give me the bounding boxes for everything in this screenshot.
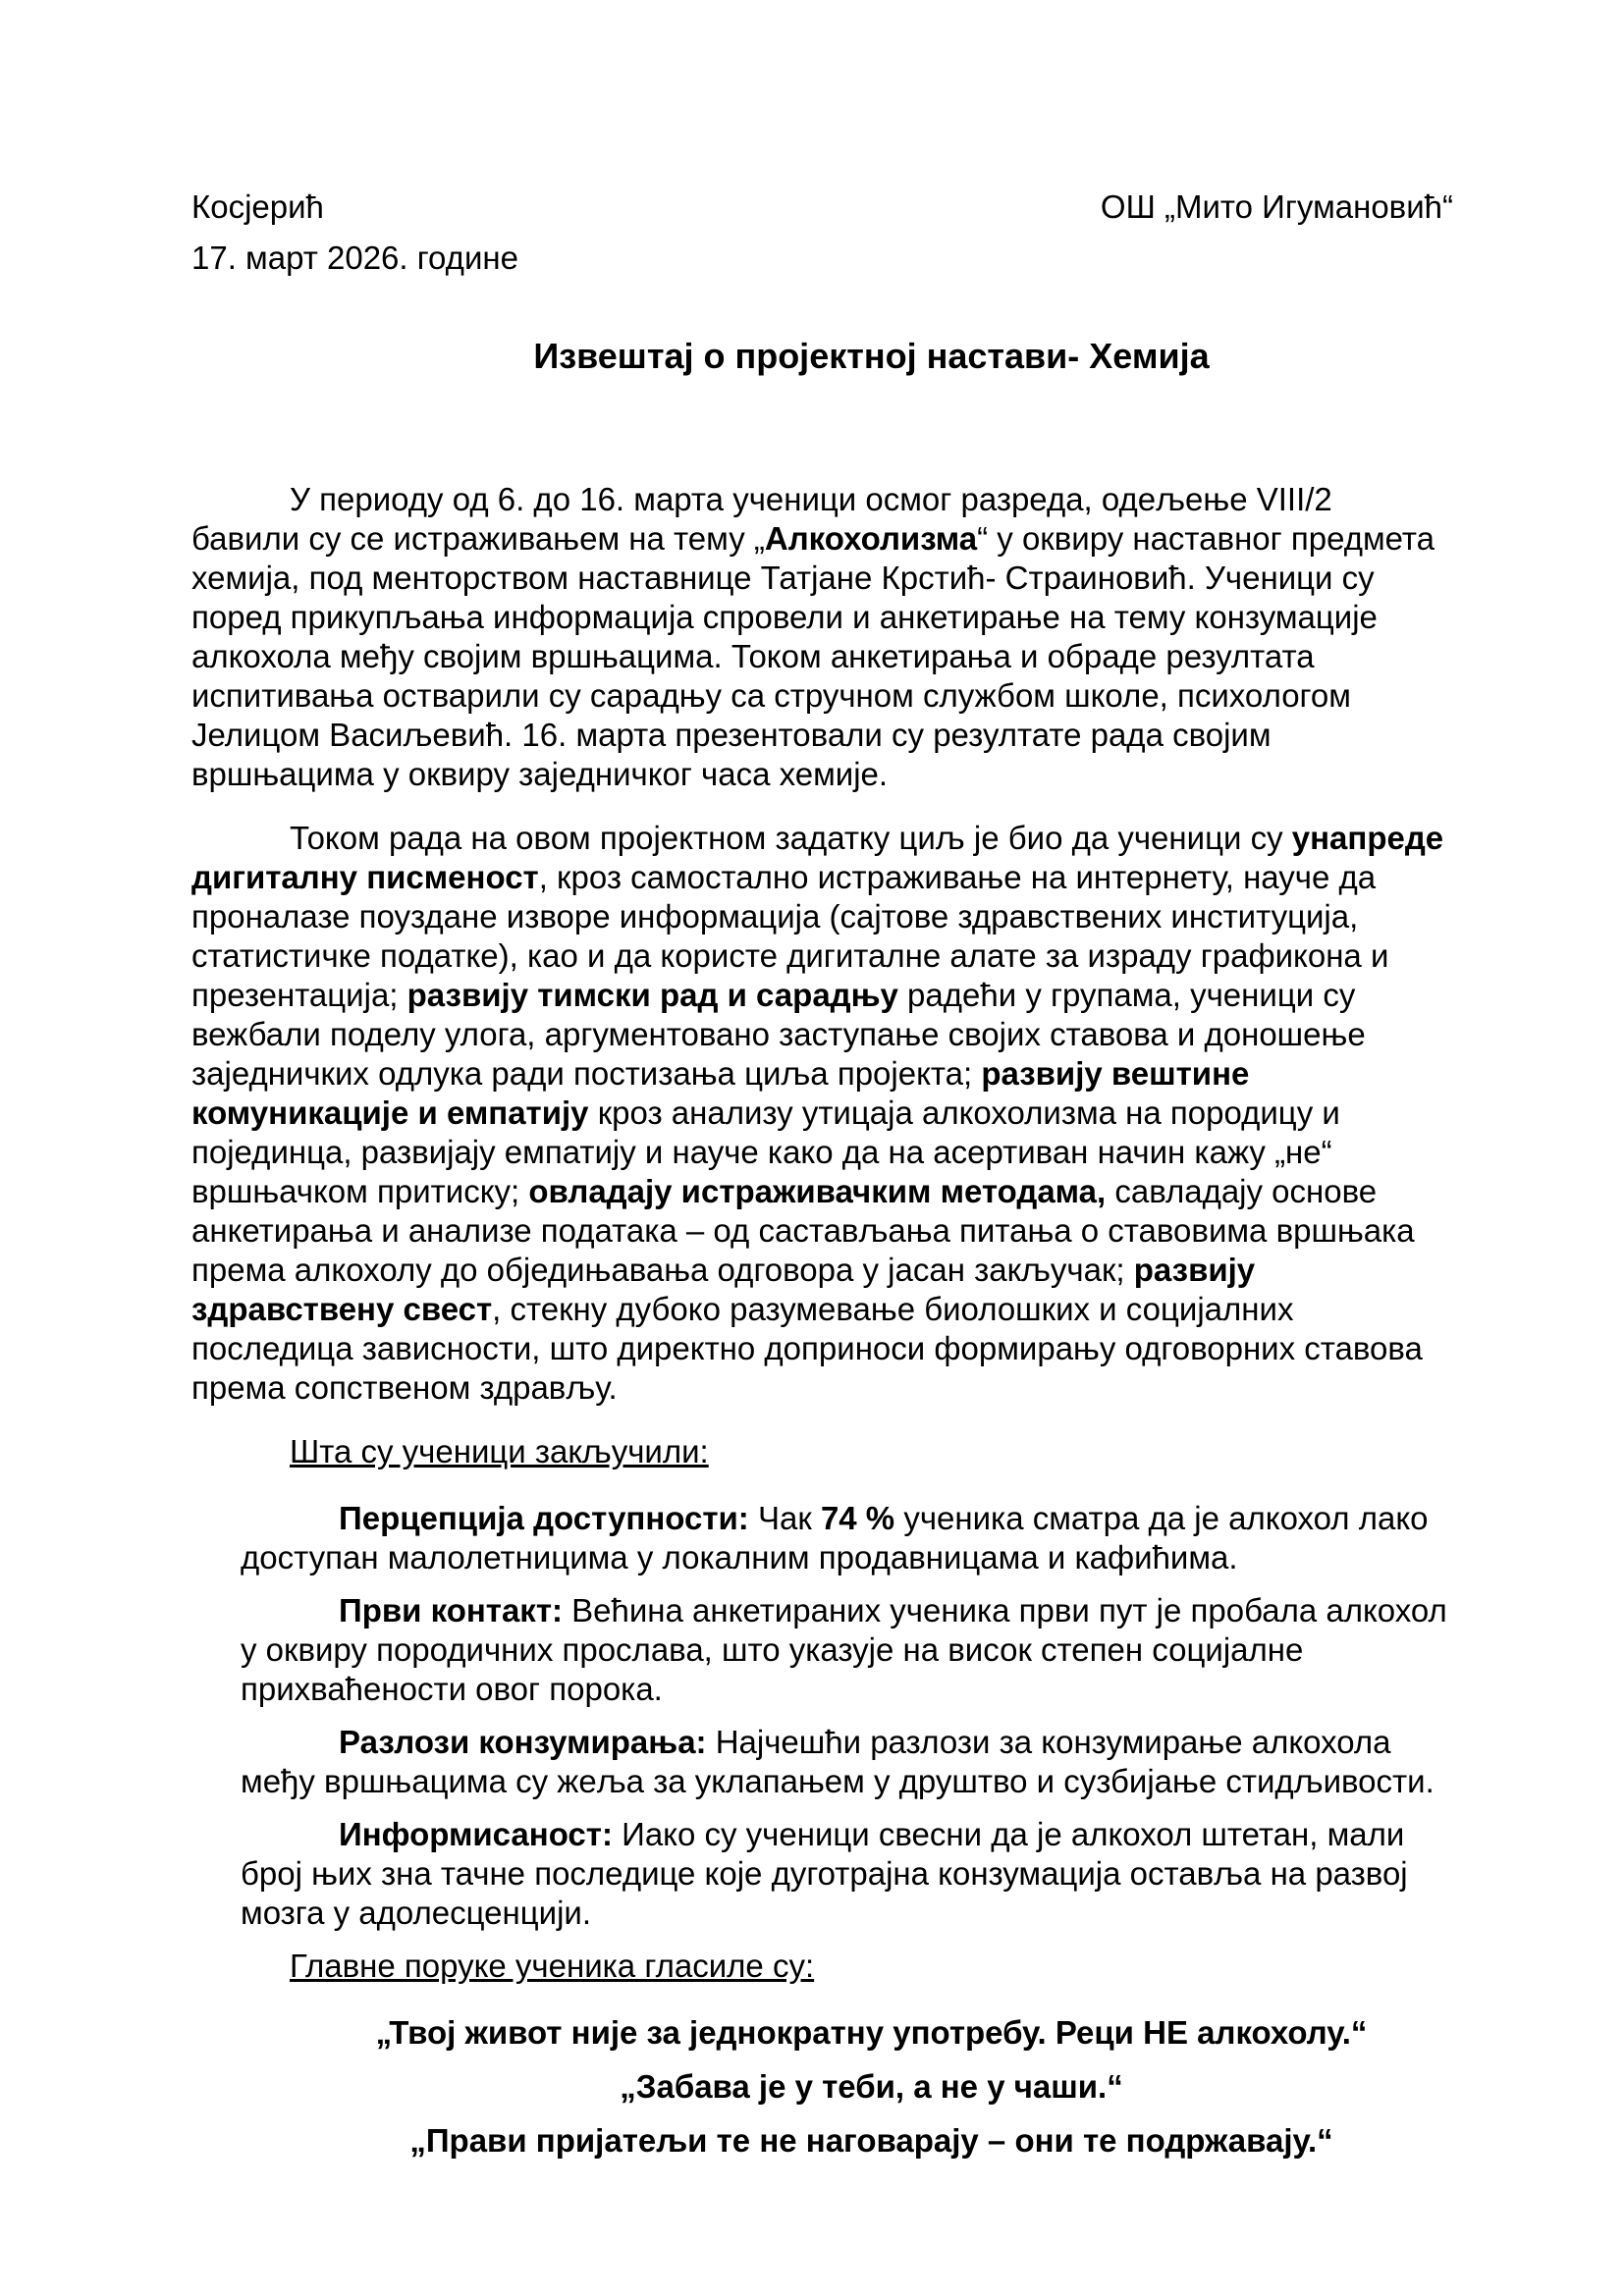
conclusion-availability-perception <box>241 1499 1453 1577</box>
text-run: 74 % <box>820 1500 895 1536</box>
document-header <box>191 182 1453 233</box>
text-run: , стекну дубоко разумевање биолошких и социјалних последица зависности, што директно доприноси формирању одговорних ставова према сопственом здрављу. <box>191 1291 1433 1406</box>
text-run: Разлози конзумирања: <box>339 1724 707 1760</box>
text-run: Већина анкетираних ученика први пут је пробала алкохол у оквиру породичних прослава, што указује на висок степен социјалне прихваћености овог порока. <box>241 1592 1456 1707</box>
student-message-2: „Забава је у теби, а не у чаши.“ <box>620 2068 1123 2105</box>
text-run: унапреде дигиталну писменост <box>191 820 1453 895</box>
text-run: Током рада на овом пројектном задатку циљ је био да ученици су <box>290 820 1292 856</box>
document-content <box>191 182 1456 2175</box>
text-run: ученика сматра да је алкохол лако доступан малолетницима у локалним продавницама и кафићима. <box>241 1500 1437 1575</box>
student-message-1: „Твој живот није за једнократну употребу. Реци НЕ алкохолу.“ <box>375 2014 1368 2051</box>
text-run: савладају основе анкетирања и анализе података – од састављања питања о ставовима вршњака према алкохолу до обједињавања одговора у јасан закључак; <box>191 1173 1424 1288</box>
student-message-3: „Прави пријатељи те не наговарају – они те подржавају.“ <box>409 2122 1333 2159</box>
conclusion-awareness <box>241 1815 1453 1933</box>
text-run: Иако су ученици свесни да је алкохол штетан, мали број њих зна тачне последице које дуготрајна конзумација оставља на развој мозга у адолесценцији. <box>241 1816 1417 1931</box>
text-run: Алкохолизма <box>764 520 978 557</box>
text-run: развију здравствену свест <box>191 1252 1265 1327</box>
header-place: Косјерић <box>191 188 324 225</box>
text-run: Најчешћи разлози за конзумирање алкохола међу вршњацима су жеља за уклапањем у друштво и сузбијање стидљивости. <box>241 1724 1435 1799</box>
text-run: У периоду од 6. до 16. марта ученици осмог разреда, одељење VIII/2 бавили су се истраживањем на тему „ <box>191 481 1351 557</box>
document-header-date-row <box>191 233 1453 284</box>
header-school: ОШ „Мито Игумановић“ <box>1100 188 1453 225</box>
document-title: Извештај о пројектној настави- Хемија <box>533 336 1210 376</box>
text-run: овладају истраживачким методама, <box>528 1173 1107 1209</box>
text-run: “ у оквиру наставног предмета хемија, под менторством наставнице Татјане Крстић- Страиновић. Ученици су поред прикупљања информација спровели и анкетирање на тему конзумације алкохола међу својим вршњацима. Током анкетирања и обраде резултата испитивања остварили су сарадњу са стручном службом школе, психологом Јелицом Васиљевић. 16. марта презентовали су резултате рада својим вршњацима у оквиру заједничког часа хемије. <box>191 520 1444 792</box>
intro-paragraph-2 <box>191 819 1453 1408</box>
header-date: 17. март 2026. године <box>191 240 518 276</box>
text-run: развију вештине комуникације и емпатију <box>191 1055 1259 1131</box>
messages-heading: Главне поруке ученика гласиле су: <box>290 1948 815 1984</box>
text-run: Први контакт: <box>339 1592 563 1629</box>
conclusion-first-contact <box>241 1591 1456 1709</box>
text-run: Чак <box>748 1500 821 1536</box>
text-run: Информисаност: <box>339 1816 613 1852</box>
text-run: Перцепција доступности: <box>339 1500 749 1536</box>
text-run: развију тимски рад и сарадњу <box>406 977 898 1013</box>
text-run: радећи у групама, ученици су вежбали поделу улога, аргументовано заступање својих ставова и доношење заједничких одлука ради постизања циља пројекта; <box>191 977 1375 1092</box>
intro-paragraph-1 <box>191 480 1453 794</box>
text-run: кроз анализу утицаја алкохолизма на породицу и појединца, развијају емпатију и науче како да на асертиван начин кажу „не“ вршњачком притиску; <box>191 1095 1349 1209</box>
conclusion-consumption-reasons <box>241 1723 1453 1801</box>
conclusions-heading: Шта су ученици закључили: <box>290 1433 709 1469</box>
text-run: , кроз самостално истраживање на интернету, науче да проналазе поуздане изворе информација (сајтове здравствених институција, статистичке податке), као и да користе дигиталне алате за израду графикона и презентација; <box>191 859 1398 1013</box>
